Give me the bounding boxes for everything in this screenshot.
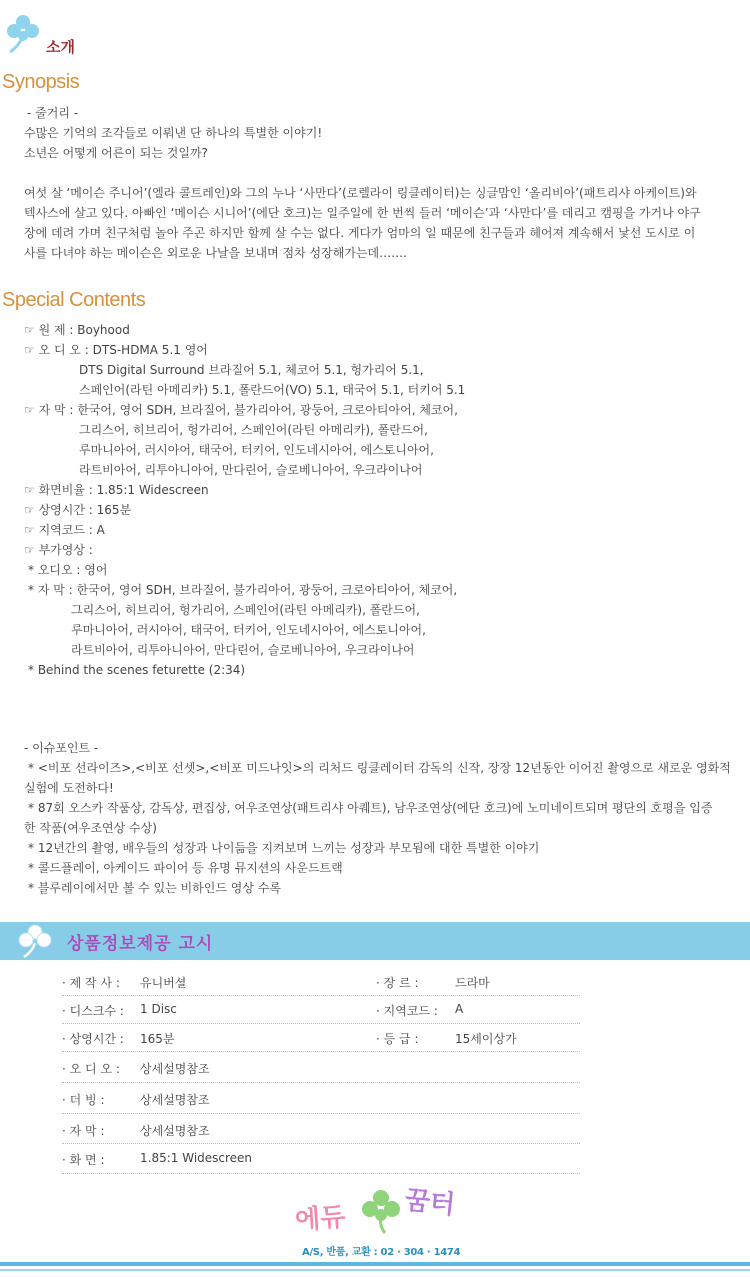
issue-line: * 87회 오스카 작품상, 감독상, 편집상, 여우조연상(패트리샤 아퀘트), 남우조연상(에단 호크)에 노미네이트되며 평단의 호평을 입증 <box>28 801 713 815</box>
row-value: 드라마 <box>455 976 490 990</box>
synopsis-line: 사를 다녀야 하는 메이슨은 외로운 나날을 보내며 점차 성장해가는데……. <box>24 246 407 260</box>
spec-line: 스페인어(라틴 아메리카) 5.1, 폴란드어(VO) 5.1, 태국어 5.1, 터키어 5.1 <box>79 383 466 397</box>
spec-line: ☞ 지역코드 : A <box>24 523 105 537</box>
spec-line: * 오디오 : 영어 <box>28 563 108 577</box>
row-label: · 지역코드 : <box>376 1004 438 1018</box>
row-label: · 자 막 : <box>62 1124 105 1138</box>
intro-title: 소개 <box>46 38 75 56</box>
product-info-table <box>62 968 580 1174</box>
synopsis-line: 여섯 살 ‘메이슨 주니어’(엘라 콜트레인)와 그의 누나 ‘사만다’(로렐라이 링클레이터)는 싱글맘인 ‘올리비아’(패트리샤 아케이트)와 <box>24 186 697 200</box>
row-label: · 등 급 : <box>376 1032 419 1046</box>
spec-line: ☞ 부가영상 : <box>24 543 93 557</box>
notice-title: 상품정보제공 고시 <box>67 934 214 954</box>
synopsis-line: 장에 데려 가며 친구처럼 놀아 주곤 하지만 함께 살 수는 없다. 게다가 엄마의 일 때문에 친구들과 헤어져 계속해서 낯선 도시로 이 <box>24 226 696 240</box>
row-label: · 상영시간 : <box>62 1032 124 1046</box>
spec-line: ☞ 화면비율 : 1.85:1 Widescreen <box>24 483 209 497</box>
row-label: · 장 르 : <box>376 976 419 990</box>
row-value: 15세이상가 <box>455 1032 517 1046</box>
edu-kkumteo-logo <box>293 1180 463 1236</box>
issue-line: 한 작품(여우조연상 수상) <box>24 821 157 835</box>
issue-line: 실험에 도전하다! <box>24 781 114 795</box>
spec-line: ☞ 상영시간 : 165분 <box>24 503 132 517</box>
row-value: 상세설명참조 <box>140 1093 210 1107</box>
spec-line: 루마니아어, 러시아어, 태국어, 터키어, 인도네시아어, 에스토니아어, <box>79 443 434 457</box>
row-value: A <box>455 1002 464 1016</box>
as-contact-text: A/S, 반품, 교환 : 02 · 304 · 1474 <box>302 1247 461 1258</box>
row-label: · 디스크수 : <box>62 1004 124 1018</box>
spec-line: 그리스어, 히브리어, 헝가리어, 스페인어(라틴 아메리카), 폴란드어, <box>79 423 428 437</box>
synopsis-line: - 줄거리 - <box>27 106 79 120</box>
clover-icon <box>2 12 44 54</box>
row-value: 1.85:1 Widescreen <box>140 1151 253 1165</box>
spec-line: ☞ 자 막 : 한국어, 영어 SDH, 브라질어, 불가리아어, 광둥어, 크로아티아어, 체코어, <box>24 403 458 417</box>
table-row <box>62 1024 580 1052</box>
spec-line: 라트비아어, 리투아니아어, 만다린어, 슬로베니아어, 우크라이나어 <box>71 643 415 657</box>
logo-text-right: 꿈터 <box>403 1185 457 1221</box>
row-label: · 오 디 오 : <box>62 1062 120 1076</box>
spec-line: 라트비아어, 리투아니아어, 만다린어, 슬로베니아어, 우크라이나어 <box>79 463 423 477</box>
spec-line: DTS Digital Surround 브라질어 5.1, 체코어 5.1, 헝가리어 5.1, <box>79 363 424 377</box>
row-value: 유니버셜 <box>140 976 187 990</box>
table-row <box>62 1144 580 1174</box>
row-label: · 화 면 : <box>62 1153 105 1167</box>
clover-icon <box>357 1188 405 1234</box>
row-value: 상세설명참조 <box>140 1062 210 1076</box>
synopsis-line: 수많은 기억의 조각들로 이뤄낸 단 하나의 특별한 이야기! <box>24 126 323 140</box>
table-row <box>62 1083 580 1114</box>
special-contents-heading: Special Contents <box>2 289 146 311</box>
logo-text-left: 에듀 <box>294 1202 347 1236</box>
issue-line: - 이슈포인트 - <box>24 741 99 755</box>
synopsis-heading: Synopsis <box>2 71 80 93</box>
row-value: 165분 <box>140 1032 175 1046</box>
spec-line: * Behind the scenes feturette (2:34) <box>28 663 246 677</box>
spec-line: 그리스어, 히브리어, 헝가리어, 스페인어(라틴 아메리카), 폴란드어, <box>71 603 420 617</box>
table-row <box>62 996 580 1024</box>
table-row <box>62 1114 580 1144</box>
issue-line: * 블루레이에서만 볼 수 있는 비하인드 영상 수록 <box>28 881 281 895</box>
table-row <box>62 1052 580 1083</box>
clover-icon <box>14 923 56 959</box>
row-label: · 제 작 사 : <box>62 976 120 990</box>
row-value: 1 Disc <box>140 1002 177 1016</box>
spec-line: 루마니아어, 러시아어, 태국어, 터키어, 인도네시아어, 에스토니아어, <box>71 623 426 637</box>
footer-divider <box>0 1262 750 1266</box>
synopsis-line: 소년은 어떻게 어른이 되는 것일까? <box>24 146 208 160</box>
spec-line: ☞ 원 제 : Boyhood <box>24 323 130 337</box>
issue-line: * <비포 선라이즈>,<비포 선셋>,<비포 미드나잇>의 리처드 링클레이터 감독의 신작, 장장 12년동안 이어진 촬영으로 새로운 영화적 <box>28 761 731 775</box>
spec-line: ☞ 오 디 오 : DTS-HDMA 5.1 영어 <box>24 343 208 357</box>
synopsis-line: 텍사스에 살고 있다. 아빠인 ‘메이슨 시니어’(에단 호크)는 일주일에 한 번씩 들러 ‘메이슨’과 ‘사만다’를 데리고 캠핑을 가거나 야구 <box>24 206 701 220</box>
issue-line: * 12년간의 촬영, 배우들의 성장과 나이듦을 지켜보며 느끼는 성장과 부모됨에 대한 특별한 이야기 <box>28 841 540 855</box>
footer-divider <box>0 1269 750 1271</box>
row-value: 상세설명참조 <box>140 1124 210 1138</box>
row-label: · 더 빙 : <box>62 1093 105 1107</box>
issue-line: * 콜드플레이, 아케이드 파이어 등 유명 뮤지션의 사운드트랙 <box>28 861 343 875</box>
table-row <box>62 968 580 996</box>
spec-line: * 자 막 : 한국어, 영어 SDH, 브라질어, 불가리아어, 광둥어, 크로아티아어, 체코어, <box>28 583 458 597</box>
